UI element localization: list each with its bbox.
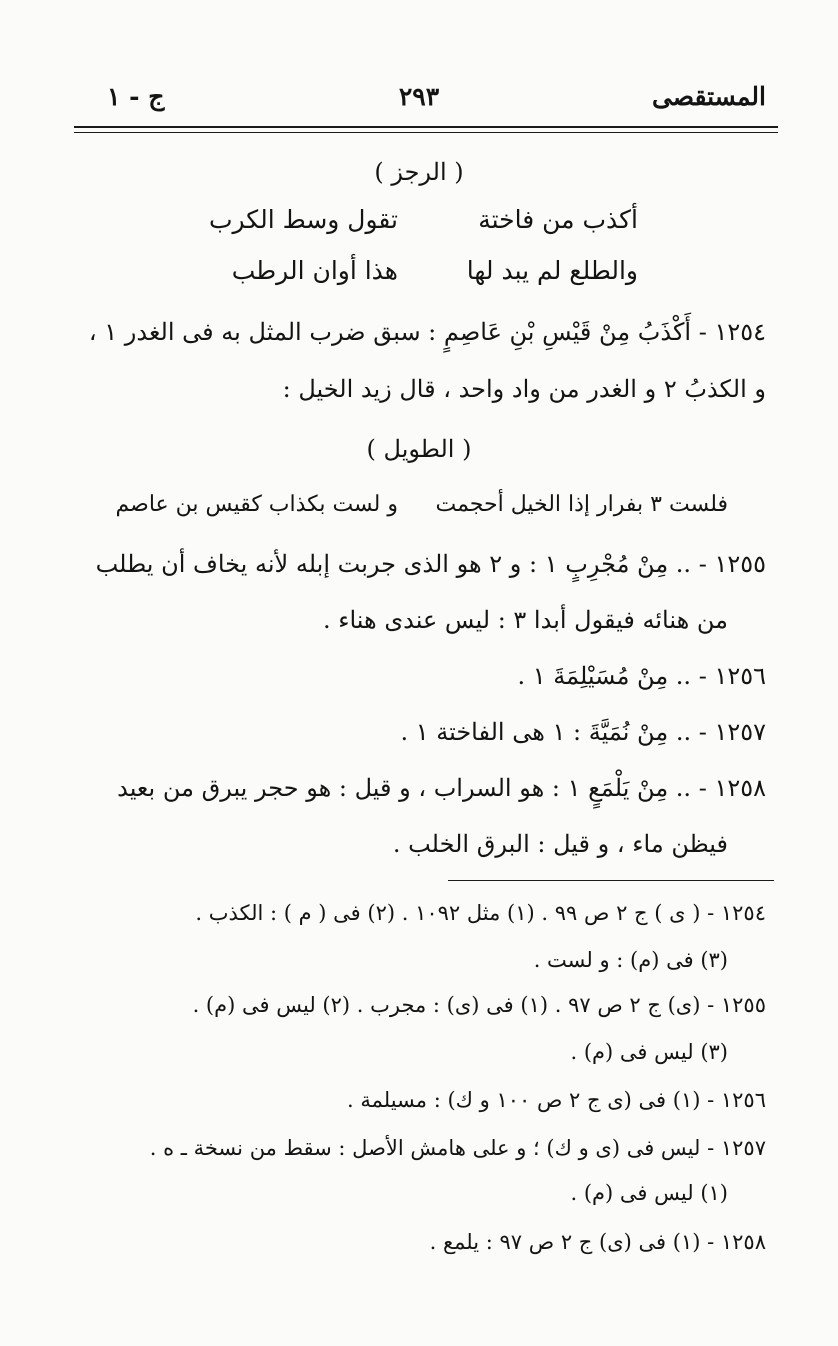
footnote-1256: ١٢٥٦ - (١) فى (ى ج ٢ ص ١٠٠ و ك) : مسيلمة . bbox=[347, 1088, 766, 1112]
footnote-1254: ١٢٥٤ - ( ى ) ج ٢ ص ٩٩ . (١) مثل ١٠٩٢ . (٢) فى ( م ) : الكذب . bbox=[195, 901, 766, 925]
footnote-1255: ١٢٥٥ - (ى) ج ٢ ص ٩٧ . (١) فى (ى) : مجرب . (٢) ليس فى (م) . bbox=[192, 993, 766, 1017]
meter-label: ( الطويل ) bbox=[366, 435, 472, 463]
entry-1255: ١٢٥٥ - .. مِنْ مُجْرِبٍ ١ : و ٢ هو الذى جربت إبله لأنه يخاف أن يطلب bbox=[95, 550, 766, 578]
entry-1257: ١٢٥٧ - .. مِنْ نُمَيَّةَ : ١ هى الفاختة ١ . bbox=[400, 718, 766, 746]
entry-1254: ١٢٥٤ - أَكْذَبُ مِنْ قَيْسِ بْنِ عَاصِمٍ : سبق ضرب المثل به فى الغدر ١ ، bbox=[88, 318, 766, 346]
footnote-1258: ١٢٥٨ - (١) فى (ى) ج ٢ ص ٩٧ : يلمع . bbox=[429, 1230, 766, 1254]
entry-1255-cont: من هنائه فيقول أبدا ٣ : ليس عندى هناء . bbox=[322, 606, 728, 634]
page-header bbox=[72, 82, 766, 126]
verse-hemistich: فلست ٣ بفرار إذا الخيل أحجمت bbox=[435, 492, 728, 517]
page-number: ٢٩٣ bbox=[398, 82, 440, 111]
verse-hemistich: و لست بكذاب كقيس بن عاصم bbox=[115, 492, 398, 517]
verse-hemistich: والطلع لم يبد لها bbox=[466, 256, 638, 285]
entry-1254-cont: و الكذبُ ٢ و الغدر من واد واحد ، قال زيد الخيل : bbox=[282, 375, 766, 403]
entry-1256: ١٢٥٦ - .. مِنْ مُسَيْلِمَةَ ١ . bbox=[517, 662, 766, 690]
footnote-1257-cont: (١) ليس فى (م) . bbox=[570, 1181, 728, 1205]
footnote-1257: ١٢٥٧ - ليس فى (ى و ك) ؛ و على هامش الأصل : سقط من نسخة ـ ه . bbox=[149, 1136, 766, 1160]
footnote-1255-cont: (٣) ليس فى (م) . bbox=[570, 1040, 728, 1064]
footnote-1254-cont: (٣) فى (م) : و لست . bbox=[533, 948, 728, 972]
book-title: المستقصى bbox=[651, 82, 766, 111]
header-rule-thin bbox=[74, 132, 778, 133]
footnote-separator bbox=[448, 880, 774, 881]
verse-hemistich: تقول وسط الكرب bbox=[208, 205, 398, 234]
entry-1258: ١٢٥٨ - .. مِنْ يَلْمَعٍ ١ : هو السراب ، و قيل : هو حجر يبرق من بعيد bbox=[117, 774, 766, 802]
meter-label: ( الرجز ) bbox=[374, 158, 464, 186]
verse-hemistich: هذا أوان الرطب bbox=[231, 256, 398, 285]
volume-label: ج - ١ bbox=[107, 82, 165, 111]
verse-hemistich: أكذب من فاختة bbox=[478, 205, 638, 234]
entry-1258-cont: فيظن ماء ، و قيل : البرق الخلب . bbox=[392, 830, 728, 858]
header-rule bbox=[74, 126, 778, 128]
